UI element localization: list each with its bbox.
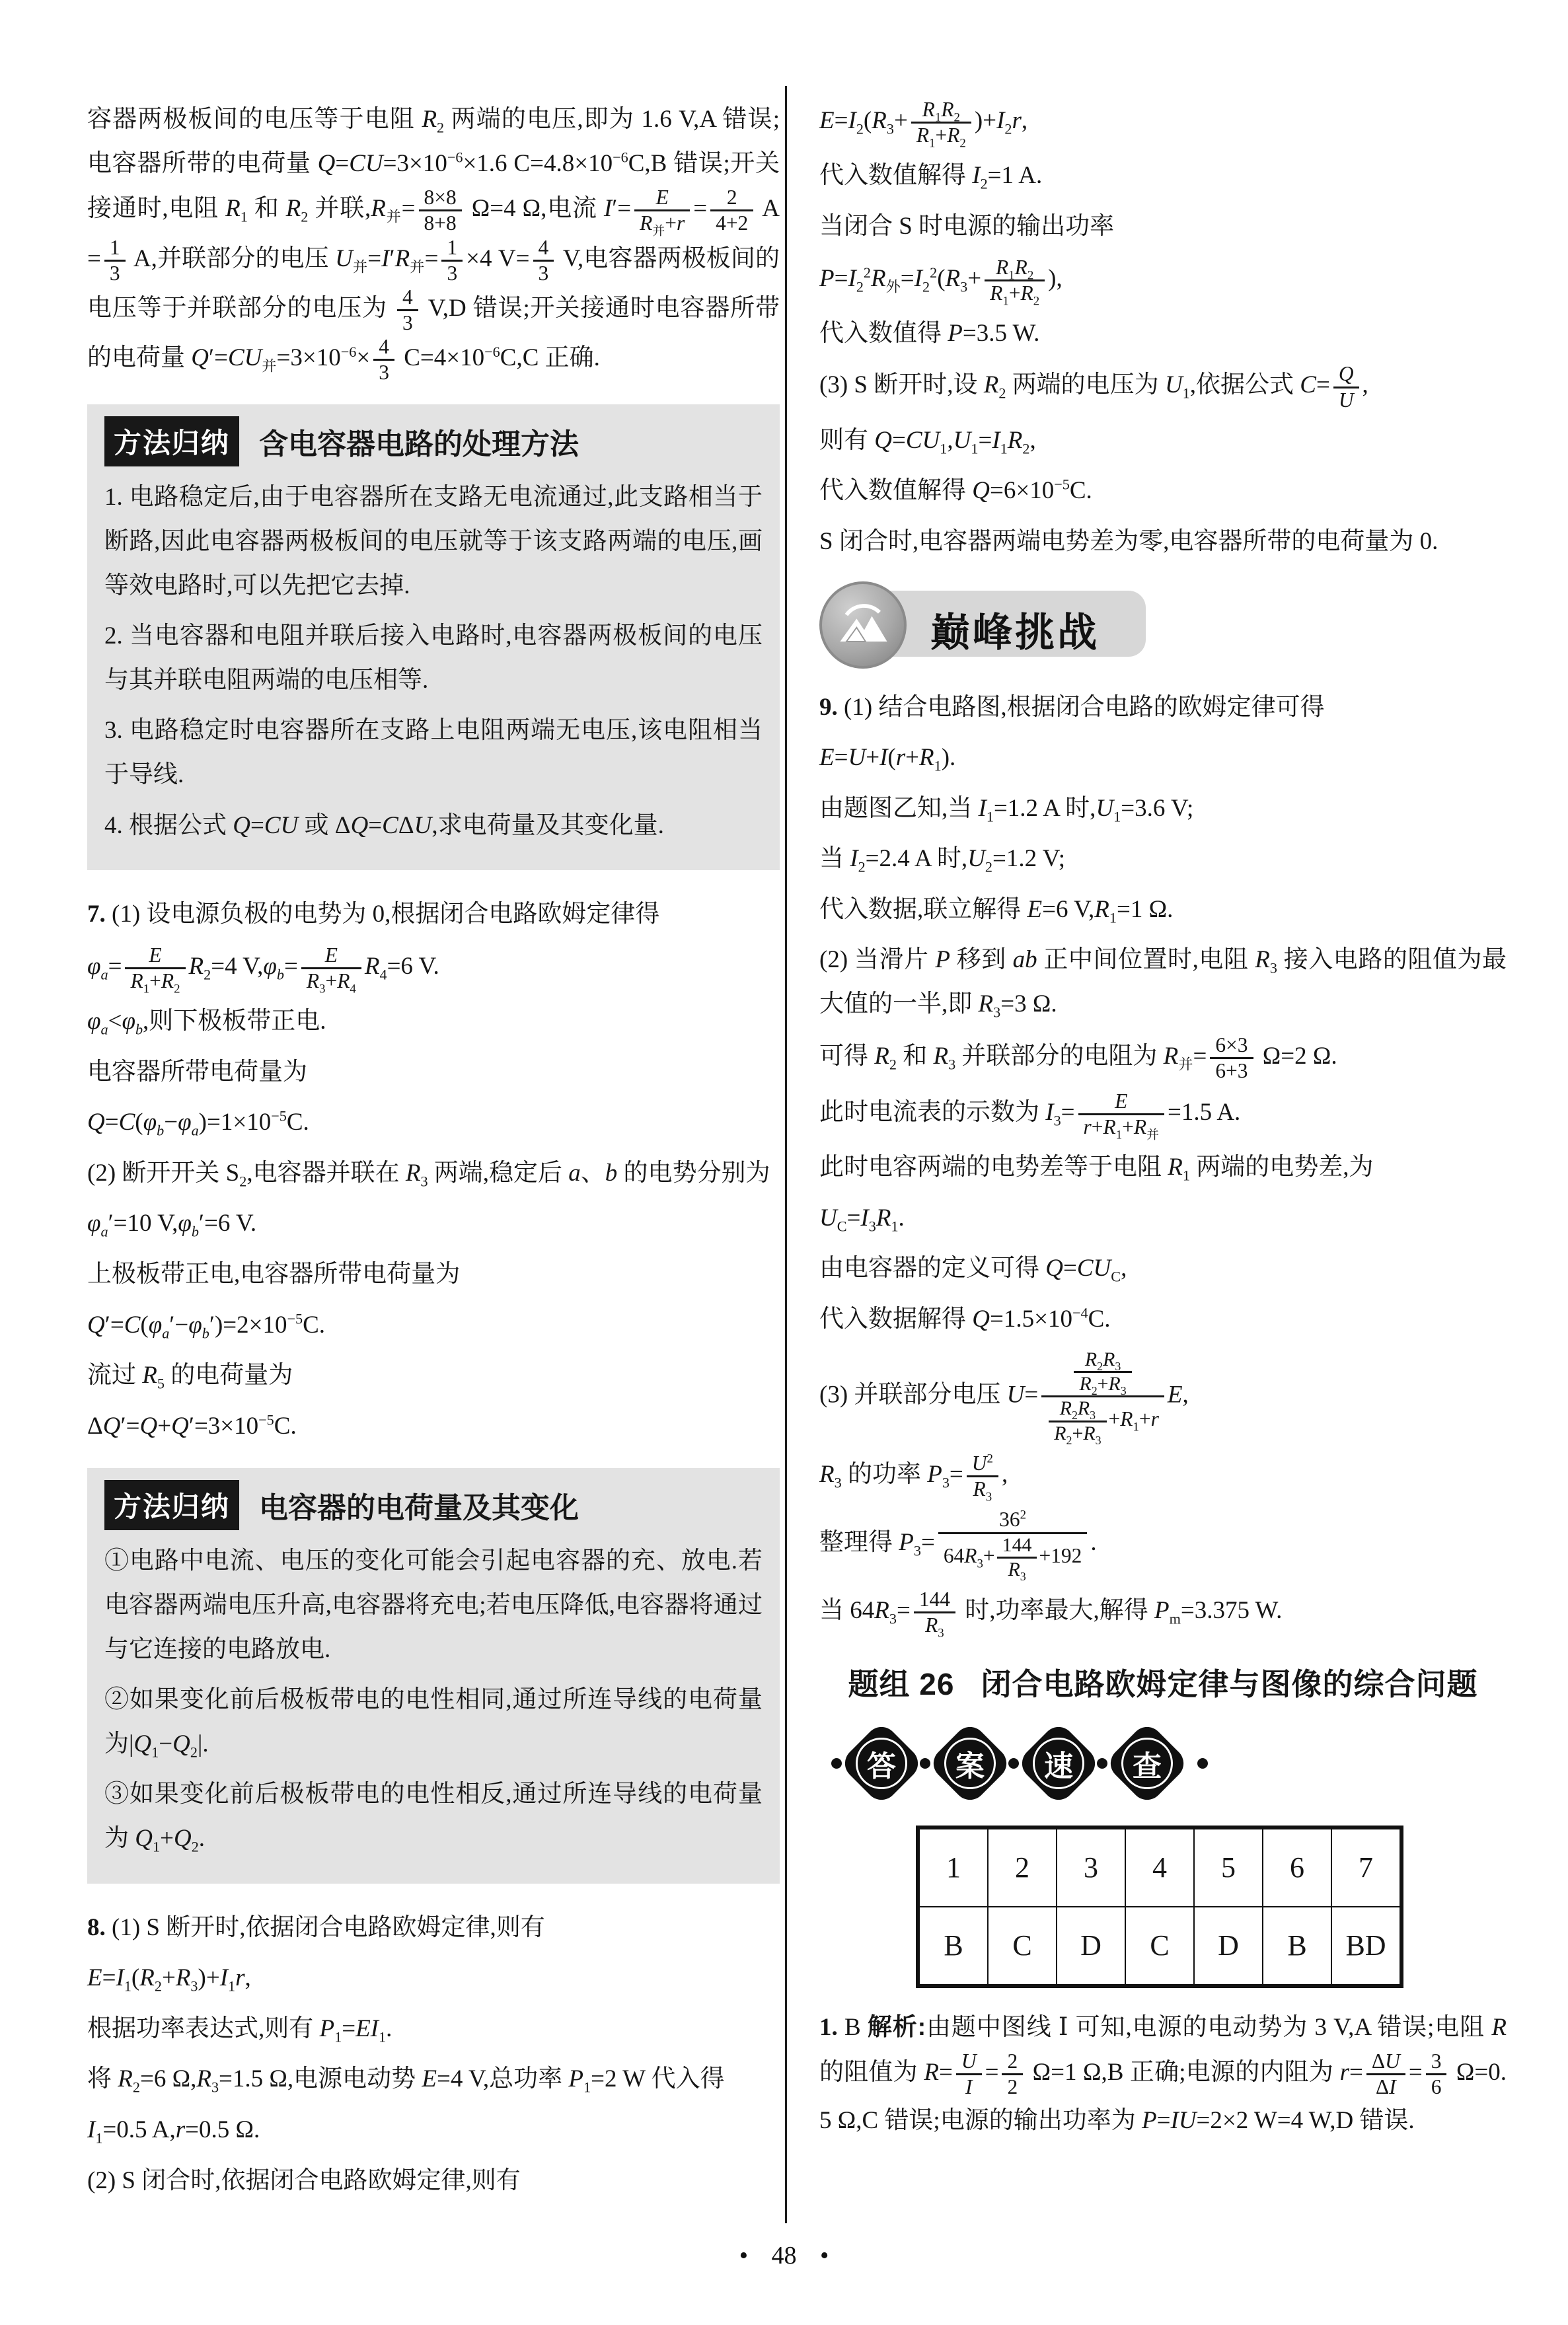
method-box-label: 方法归纳 <box>104 1480 239 1530</box>
page-number-text: • 48 • <box>739 2242 829 2270</box>
paragraph: 由电容器的定义可得 $Q=CU_C$, <box>819 1255 1127 1285</box>
answer-table-answer-cell: D <box>1057 1907 1125 1986</box>
paragraph: $\varphi_a<\varphi_b$,则下极板带正电. <box>87 1008 326 1038</box>
paragraph: 代入数值解得 $Q=6\times 10^{-5}C$. <box>819 476 1092 505</box>
paragraph: 由题图乙知,当 $I_1=1.2$ A 时$,U_1=3.6$ V; <box>819 794 1194 825</box>
paragraph: 流过 $R_5$ 的电荷量为 <box>87 1362 293 1392</box>
answer-table-header-cell: 6 <box>1263 1827 1331 1907</box>
paragraph: 可得 $R_2$ 和 $R_3$ 并联部分的电阻为 $R_并=$ $\frac{6\times 3}{6+3}$ Ω=2 Ω. <box>819 1033 1337 1082</box>
paragraph: $\Delta Q'=Q+Q'=3\times 10^{-5}C$. <box>87 1411 297 1440</box>
intro-paragraphs <box>87 98 780 385</box>
paragraph: (2) 断开开关 $S_2$,电容器并联在 $R_3$ 两端,稳定后 a、b 的电势分别为 <box>87 1159 770 1190</box>
answer-table-header-cell: 3 <box>1057 1827 1125 1907</box>
paragraph: 此时电容两端的电势差等于电阻 $R_1$ 两端的电势差,为 <box>819 1154 1374 1184</box>
answer-table <box>916 1826 1403 1988</box>
paragraph: 容器两极板间的电压等于电阻 $R_2$ 两端的电压,即为 1.6 V,A 错误;电容器所带的电荷量 $Q=CU=3\times 10^{-6}\times 1.6$ $C=4.8\times 10^{-6}C,B$ 错误;开关接通时,电阻 $R_1$ 和 $R_2$ 并联$,R_并=$ $\frac{8\times 8}{8+8}$ Ω=4 Ω,电流 I′= $\frac{E}{R_并+r}$ = $\frac{2}{4+2}$ A= $\frac{1}{3}$ A,并联部分的电压 $U_并=I'R_并=$ $\frac{1}{3}$ ×4 V= $\frac{4}{3}$ V,电容器两极板间的电压等于并联部分的电压为 $\frac{4}{3}$ V,D 错误;开关接通时电容器所带的电荷量 $Q'=CU_并=3\times 10^{-6}\times$ $\frac{4}{3}$ $C=4\times 10^{-6}C,C$ 正确. <box>87 106 780 385</box>
mountain-icon <box>819 581 907 669</box>
method-box-item: 3. 电路稳定时电容器所在支路上电阻两端无电压,该电阻相当于导线. <box>104 717 763 788</box>
answer-table-header-cell: 1 <box>918 1827 988 1907</box>
paragraph: 代入数值得 P=3.5 W. <box>819 319 1040 347</box>
method-box-items <box>104 476 763 848</box>
topic-group-number: 题组 26 <box>848 1666 955 1701</box>
paragraph: 上极板带正电,电容器所带电荷量为 <box>87 1261 461 1288</box>
paragraph: 当 $I_2=2.4$ A 时$,U_2=1.2$ V; <box>819 845 1065 875</box>
paragraph: $U_C=I_3R_1$. <box>819 1204 905 1235</box>
paragraph: $E=U+I(r+R_1)$. <box>819 744 956 774</box>
paragraph: 7. (1) 设电源负极的电势为 0,根据闭合电路欧姆定律得 <box>87 901 660 928</box>
paragraph: 电容器所带电荷量为 <box>87 1058 307 1086</box>
diamond-badge-icon: 答 <box>839 1720 924 1806</box>
column-divider <box>785 86 787 2223</box>
paragraph: $E=I_2(R_3+$ $\frac{R_1R_2}{R_1+R_2}$ )$+I_2r$, <box>819 98 1028 151</box>
paragraph: 当 $64R_3=$ $\frac{144}{R_3}$ 时,功率最大,解得 $P_m=3.375$ W. <box>819 1588 1283 1641</box>
method-box-item: 4. 根据公式 Q=CU 或 ΔQ=CΔU,求电荷量及其变化量. <box>104 811 664 839</box>
answer-table-answer-cell: B <box>918 1907 988 1986</box>
paragraph: 则有 $Q=CU_1,U_1=I_1R_2$, <box>819 426 1036 457</box>
answer-table-answer-cell: B <box>1263 1907 1331 1986</box>
solution-1 <box>819 2005 1507 2144</box>
paragraph: 将 $R_2=6$ $\Omega,R_3=1.5$ Ω,电源电动势 E=4 V,总功率 $P_1=2$ W 代入得 <box>87 2065 725 2096</box>
right-column <box>819 98 1507 2150</box>
paragraph: 8. (1) S 断开时,依据闭合电路欧姆定律,则有 <box>87 1913 545 1941</box>
solution-9 <box>819 686 1507 1641</box>
paragraph: 9. (1) 结合电路图,根据闭合电路的欧姆定律可得 <box>819 693 1325 721</box>
answer-badge <box>823 1733 912 1794</box>
answer-table-answer-cell: BD <box>1331 1907 1401 1986</box>
challenge-banner <box>819 581 1507 674</box>
answer-table-answer-cell: C <box>988 1907 1057 1986</box>
paragraph: $R_3$ 的功率 $P_3=$ $\frac{U^2}{R_3}$ , <box>819 1452 1008 1504</box>
paragraph: 代入数据解得 $Q=1.5\times 10^{-4}C$. <box>819 1304 1111 1333</box>
method-box-header <box>104 1480 763 1530</box>
answer-table-header-row <box>918 1827 1401 1907</box>
paragraph: 整理得 $P_3=$ $36^2$ $64R_3+$ $\frac{144}{R_3}$ +192 . <box>819 1508 1097 1583</box>
method-box-header <box>104 416 763 466</box>
answer-table-header-cell: 4 <box>1125 1827 1194 1907</box>
answer-table-answer-row <box>918 1907 1401 1986</box>
page-number <box>0 2241 1568 2270</box>
paragraph: (3) S 断开时,设 $R_2$ 两端的电压为 $U_1$,依据公式 C= $\frac{Q}{U}$ , <box>819 362 1368 412</box>
diamond-badge-icon: 速 <box>1016 1720 1101 1806</box>
paragraph: $E=I_1(R_2+R_3)+I_1r$, <box>87 1964 251 1995</box>
paragraph: 代入数据,联立解得 E=6 $V,R_1=1$ Ω. <box>819 895 1174 926</box>
method-box-capacitor-circuit <box>87 404 780 870</box>
method-box-label: 方法归纳 <box>104 416 239 466</box>
topic-group-title: 闭合电路欧姆定律与图像的综合问题 <box>981 1666 1478 1701</box>
paragraph: S 闭合时,电容器两端电势差为零,电容器所带的电荷量为 0. <box>819 527 1438 555</box>
paragraph: $Q=C(\varphi_b-\varphi_a)=1\times 10^{-5}C$. <box>87 1107 309 1139</box>
method-box-item: ②如果变化前后极板带电的电性相同,通过所连导线的电荷量为$|Q_1-Q_2|$. <box>104 1686 763 1761</box>
paragraph: $P=I_2^2R_外=I_2^2(R_3+$ $\frac{R_1R_2}{R_1+R_2}$ ), <box>819 255 1063 308</box>
answer-table-answer-cell: D <box>1194 1907 1263 1986</box>
paragraph: (2) S 闭合时,依据闭合电路欧姆定律,则有 <box>87 2166 521 2194</box>
diamond-badge-icon: 案 <box>927 1720 1013 1806</box>
paragraph: (2) 当滑片 P 移到 ab 正中间位置时,电阻 $R_3$ 接入电路的阻值为最大值的一半,即 $R_3=3$ Ω. <box>819 946 1507 1021</box>
solution-7 <box>87 893 780 1448</box>
topic-group-heading <box>819 1660 1507 1704</box>
method-box-item: 2. 当电容器和电阻并联后接入电路时,电容器两极板间的电压与其并联电阻两端的电压相等. <box>104 622 763 694</box>
paragraph: 代入数值解得 $I_2=1$ A. <box>819 162 1043 192</box>
method-box-title: 电容器的电荷量及其变化 <box>259 1492 579 1525</box>
answer-badge <box>912 1733 1000 1794</box>
answer-check-badges <box>823 1724 1507 1803</box>
paragraph: 1. B 解析:由题中图线 Ⅰ 可知,电源的电动势为 3 V,A 错误;电阻 R 的阻值为 R= $\frac{U}{I}$ = $\frac{2}{2}$ Ω=1 Ω,B 正确;电源的内阻为 r= $\frac{\Delta U}{\Delta I}$ = $\frac{3}{6}$ Ω=0.5 Ω,C 错误;电源的输出功率为 P=IU=2×2 W=4 W,D 错误. <box>819 2012 1507 2135</box>
method-box-items <box>104 1539 763 1861</box>
paragraph: 当闭合 S 时电源的输出功率 <box>819 212 1115 240</box>
method-box-item: 1. 电路稳定后,由于电容器所在支路无电流通过,此支路相当于断路,因此电容器两极板间的电压就等于该支路两端的电压,画等效电路时,可以先把它去掉. <box>104 484 763 599</box>
paragraph: $\varphi_a=$ $\frac{E}{R_1+R_2}$ $R_2=4$ $V,\varphi_b=$ $\frac{E}{R_3+R_4}$ $R_4=6$ V. <box>87 943 439 996</box>
solution-8 <box>87 1906 780 2203</box>
paragraph: $\varphi_a'=10$ $V,\varphi_b'=6$ V. <box>87 1210 257 1240</box>
paragraph: 根据功率表达式,则有 $P_1=EI_1$. <box>87 2014 392 2046</box>
answer-table-header-cell: 7 <box>1331 1827 1401 1907</box>
solution-8-continued <box>819 98 1507 564</box>
answer-badge <box>1089 1733 1177 1794</box>
left-column <box>87 98 780 2209</box>
paragraph: $I_1=0.5$ A,r=0.5 Ω. <box>87 2116 260 2147</box>
method-box-item: ①电路中电流、电压的变化可能会引起电容器的充、放电.若电容器两端电压升高,电容器将充电;若电压降低,电容器将通过与它连接的电路放电. <box>104 1547 763 1663</box>
answer-table-header-cell: 5 <box>1194 1827 1263 1907</box>
paragraph: 此时电流表的示数为 $I_3=$ $\frac{E}{r+R_1+R_并}$ =1.5 A. <box>819 1089 1241 1142</box>
paragraph: $Q'=C(\varphi_a'-\varphi_b')=2\times 10^{-5}C$. <box>87 1310 326 1342</box>
method-box-capacitor-charge <box>87 1468 780 1883</box>
paragraph: (3) 并联部分电压 U= $\frac{R_2R_3}{R_2+R_3}$ $\frac{R_2R_3}{R_2+R_3}$ $+R_1+r$ E, <box>819 1348 1189 1447</box>
challenge-banner-title: 巅峰挑战 <box>930 610 1100 655</box>
method-box-title: 含电容器电路的处理方法 <box>259 428 579 461</box>
answer-badge <box>1000 1733 1089 1794</box>
answer-table-header-cell: 2 <box>988 1827 1057 1907</box>
method-box-item: ③如果变化前后极板带电的电性相反,通过所连导线的电荷量为 $Q_1+Q_2$. <box>104 1781 763 1855</box>
diamond-badge-icon: 查 <box>1104 1720 1190 1806</box>
answer-table-answer-cell: C <box>1125 1907 1194 1986</box>
